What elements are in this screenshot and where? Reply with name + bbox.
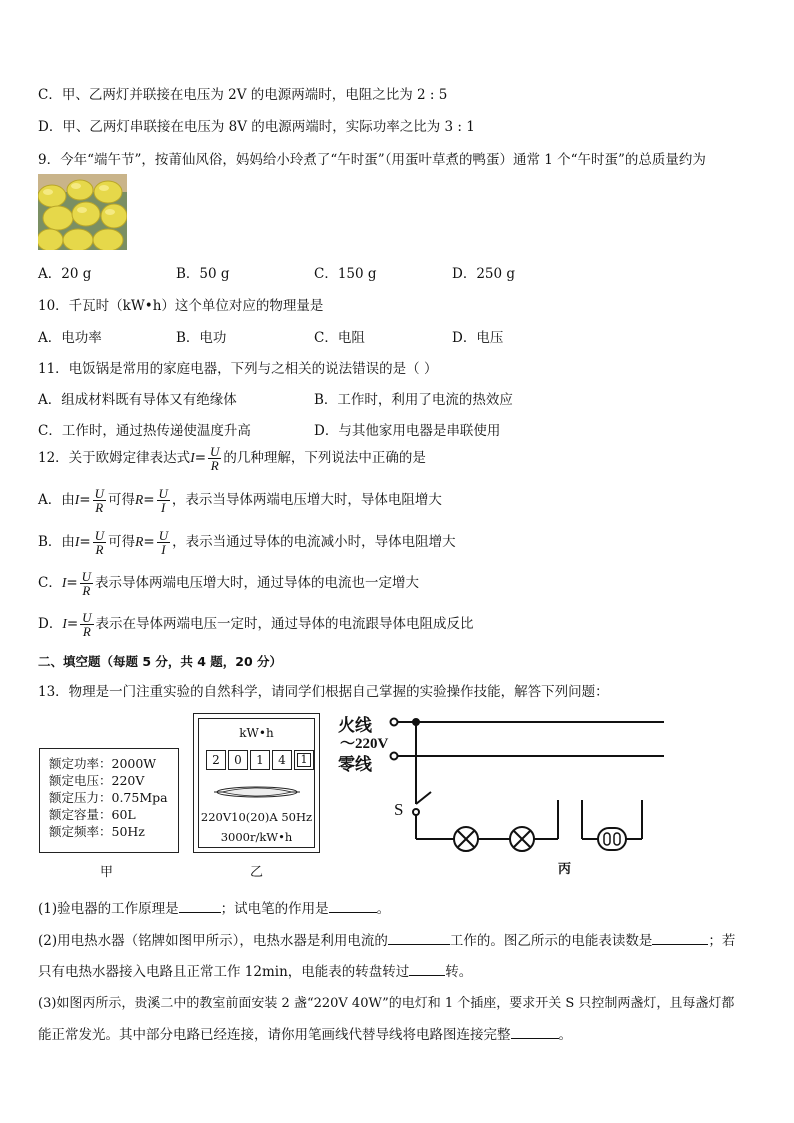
q8-option-c: C．甲、乙两灯并联接在电压为 2V 的电源两端时，电阻之比为 2 : 5 <box>38 87 448 103</box>
q11-option-a: A．组成材料既有导体又有绝缘体 <box>38 392 237 408</box>
answer-blank[interactable] <box>179 900 221 913</box>
figure-jia <box>39 748 179 853</box>
meter-rating: 220V10(20)A 50Hz <box>200 810 313 824</box>
q9-stem: 9．今年“端午节”，按莆仙风俗，妈妈给小玲煮了“午时蛋”（用蛋叶草煮的鸭蛋）通常 1 个“午时蛋”的总质量约为 <box>38 152 706 168</box>
figure-yi-caption: 乙 <box>250 865 264 880</box>
q10-option-c: C．电阻 <box>314 330 365 346</box>
q13-stem: 13．物理是一门注重实验的自然科学，请同学们根据自己掌握的实验操作技能，解答下列问题： <box>38 684 609 700</box>
figure-bing <box>336 708 666 878</box>
meter-digits <box>206 750 314 770</box>
nameplate-row: 额定功率：2000W <box>49 756 157 771</box>
q10-option-b: B．电功 <box>176 330 227 346</box>
live-wire-label: 火线 <box>338 716 372 736</box>
q13-sub3: (3)如图丙所示，贵溪二中的教室前面安装 2 盏“220V 40W”的电灯和 1 个插座，要求开关 S 只控制两盏灯，且每盏灯都 <box>38 996 735 1011</box>
meter-digit: 0 <box>228 750 248 770</box>
nameplate-row: 额定容量：60L <box>49 807 136 822</box>
nameplate-row: 额定压力：0.75Mpa <box>49 790 168 805</box>
q12-stem: 12．关于欧姆定律表达式I= $\frac{U}{R}$ 的几种理解，下列说法中正确的是 <box>38 444 426 473</box>
q12-option-c: C．I= $\frac{U}{R}$ 表示导体两端电压增大时，通过导体的电流也一定增大 <box>38 569 420 598</box>
q10-option-d: D．电压 <box>452 330 504 346</box>
q10-option-a: A．电功率 <box>38 330 102 346</box>
nameplate-row: 额定频率：50Hz <box>49 824 145 839</box>
nameplate-row: 额定电压：220V <box>49 773 145 788</box>
q13-sub1: (1)验电器的工作原理是 ；试电笔的作用是 。 <box>38 901 391 917</box>
q11-option-b: B．工作时，利用了电流的热效应 <box>314 392 513 408</box>
figure-yi <box>193 713 320 853</box>
q9-option-c: C．150 g <box>314 266 377 282</box>
figure-bing-caption: 丙 <box>558 862 572 877</box>
q9-option-b: B．50 g <box>176 266 230 282</box>
q12-option-d: D．I= $\frac{U}{R}$ 表示在导体两端电压一定时，通过导体的电流跟导体电阻成反比 <box>38 610 474 639</box>
answer-blank[interactable] <box>329 900 377 913</box>
switch-label: S <box>394 800 404 819</box>
meter-digit: 1 <box>250 750 270 770</box>
ohm-fraction: $\frac{U}{R}$ <box>210 444 220 473</box>
answer-blank[interactable] <box>511 1026 559 1039</box>
q13-sub3-cont: 能正常发光。其中部分电路已经连接，请你用笔画线代替导线将电路图连接完整 。 <box>38 1027 572 1043</box>
q9-option-a: A．20 g <box>38 266 92 282</box>
section-title: 二、填空题（每题 5 分，共 4 题，20 分） <box>38 654 283 669</box>
meter-digit: 4 <box>272 750 292 770</box>
meter-constant: 3000r/kW•h <box>220 830 293 844</box>
q12-option-b: B．由I= $\frac{U}{R}$ 可得R= $\frac{U}{I}$ ，表示当通过导体的电流减小时，导体电阻增大 <box>38 528 456 557</box>
figure-jia-caption: 甲 <box>100 865 114 880</box>
q13-sub2-cont: 只有电热水器接入电路且正常工作 12min，电能表的转盘转过 转。 <box>38 964 473 980</box>
voltage-label: ～220V <box>340 736 389 752</box>
meter-decimal-digit: 1 <box>294 750 314 770</box>
circuit-diagram <box>336 708 666 878</box>
neutral-wire-label: 零线 <box>338 755 372 775</box>
q12-option-a: A．由I= $\frac{U}{R}$ 可得R= $\frac{U}{I}$ ，表示当导体两端电压增大时，导体电阻增大 <box>38 486 442 515</box>
answer-blank[interactable] <box>388 932 450 945</box>
meter-disc-icon <box>208 782 306 802</box>
q8-option-d: D．甲、乙两灯串联接在电压为 8V 的电源两端时，实际功率之比为 3 : 1 <box>38 119 475 135</box>
q11-option-c: C．工作时，通过热传递使温度升高 <box>38 423 251 439</box>
q10-stem: 10．千瓦时（kW•h）这个单位对应的物理量是 <box>38 298 324 314</box>
answer-blank[interactable] <box>652 932 708 945</box>
meter-unit: kW•h <box>239 726 274 740</box>
egg-photo <box>38 174 127 250</box>
answer-blank[interactable] <box>409 963 445 976</box>
q9-option-d: D．250 g <box>452 266 516 282</box>
q11-stem: 11．电饭锅是常用的家庭电器，下列与之相关的说法错误的是（ ） <box>38 361 438 377</box>
q11-option-d: D．与其他家用电器是串联使用 <box>314 423 501 439</box>
meter-digit: 2 <box>206 750 226 770</box>
q13-sub2: (2)用电热水器（铭牌如图甲所示），电热水器是利用电流的 工作的。图乙所示的电能表读数是 ；若 <box>38 933 736 949</box>
